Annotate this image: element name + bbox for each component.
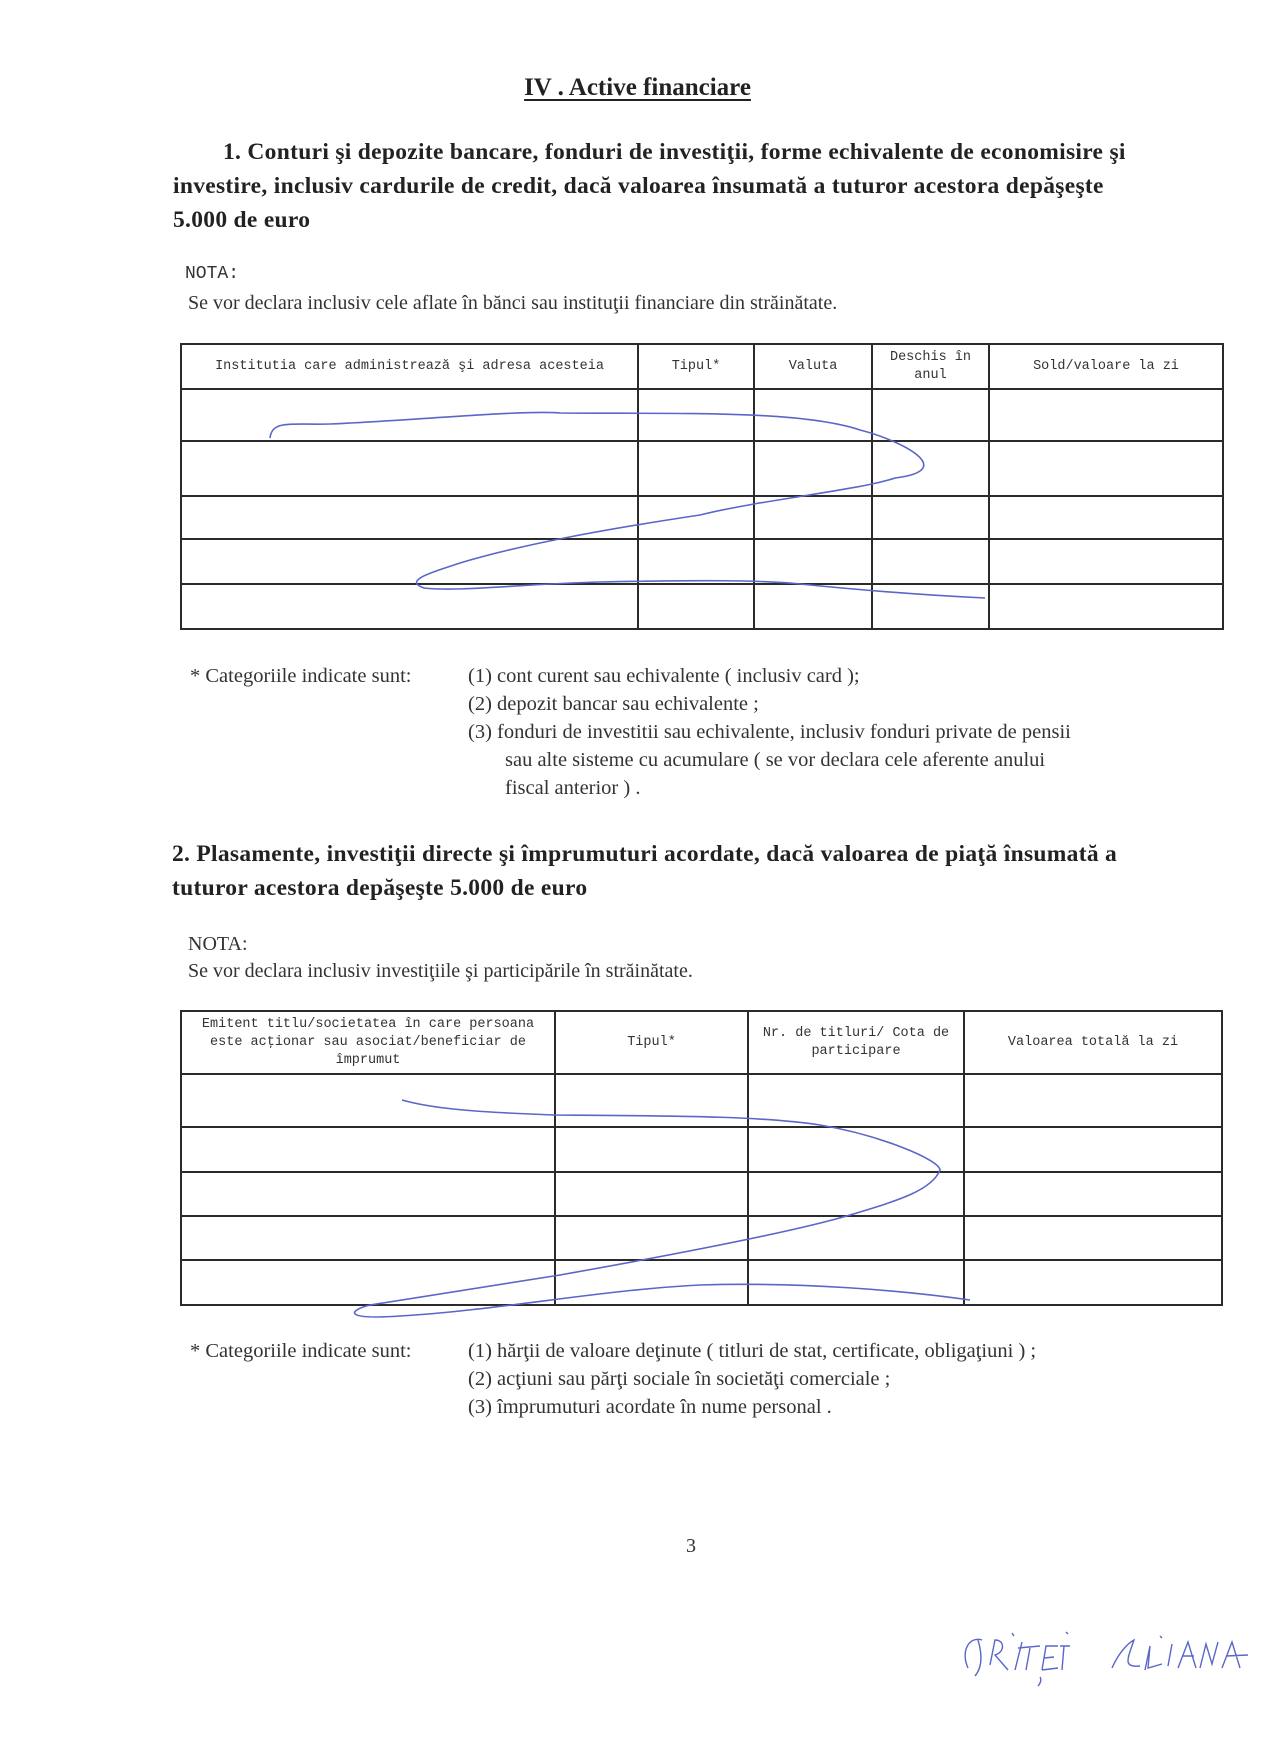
signature xyxy=(965,1632,1248,1686)
section1-heading-text: 1. Conturi şi depozite bancare, fonduri de investiţii, forme echivalente de economisire şi investire, inclusiv cardurile de credit, dacă valoarea însumată a tuturor acestora depăşeşte 5.000 de euro xyxy=(173,139,1126,233)
table-cell[interactable] xyxy=(754,539,872,584)
table-row xyxy=(181,441,1223,496)
table-cell[interactable] xyxy=(748,1127,964,1172)
table-cell[interactable] xyxy=(989,441,1223,496)
table-cell[interactable] xyxy=(989,389,1223,441)
table-row xyxy=(181,1074,1222,1127)
header-total-value: Valoarea totală la zi xyxy=(964,1011,1222,1074)
accounts-table xyxy=(180,343,1224,630)
table-cell[interactable] xyxy=(748,1260,964,1305)
table-cell[interactable] xyxy=(638,389,754,441)
table-cell[interactable] xyxy=(181,1172,555,1216)
table-cell[interactable] xyxy=(181,441,638,496)
table-cell[interactable] xyxy=(181,1127,555,1172)
table-row xyxy=(181,1216,1222,1260)
table-cell[interactable] xyxy=(638,496,754,539)
section2-nota-text: Se vor declara inclusiv investiţiile şi participările în străinătate. xyxy=(188,960,693,982)
category-item-continued: fiscal anterior ) . xyxy=(505,777,641,799)
section1-categories-label: * Categoriile indicate sunt: xyxy=(190,665,412,687)
category-item: (3) împrumuturi acordate în nume personal . xyxy=(468,1396,832,1418)
table-cell[interactable] xyxy=(754,389,872,441)
section2-nota-label: NOTA: xyxy=(188,933,248,955)
table-cell[interactable] xyxy=(964,1172,1222,1216)
table-row xyxy=(181,539,1223,584)
table-cell[interactable] xyxy=(181,584,638,629)
table-cell[interactable] xyxy=(181,539,638,584)
table-cell[interactable] xyxy=(555,1127,748,1172)
table-row xyxy=(181,584,1223,629)
table-cell[interactable] xyxy=(748,1216,964,1260)
table-cell[interactable] xyxy=(748,1172,964,1216)
section-title-text: IV . Active financiare xyxy=(524,74,751,101)
table-cell[interactable] xyxy=(181,389,638,441)
table-cell[interactable] xyxy=(555,1074,748,1127)
category-item-continued: sau alte sisteme cu acumulare ( se vor declara cele aferente anului xyxy=(505,749,1046,771)
investments-table-header xyxy=(181,1011,1222,1074)
table-cell[interactable] xyxy=(638,584,754,629)
header-issuer: Emitent titlu/societatea în care persoana este acţionar sau asociat/beneficiar de împrumut xyxy=(181,1011,555,1074)
category-item: (2) depozit bancar sau echivalente ; xyxy=(468,693,759,715)
table-cell[interactable] xyxy=(748,1074,964,1127)
table-cell[interactable] xyxy=(989,584,1223,629)
table-cell[interactable] xyxy=(638,539,754,584)
category-item: (1) hărţii de valoare deţinute ( titluri de stat, certificate, obligaţiuni ) ; xyxy=(468,1340,1037,1362)
table-cell[interactable] xyxy=(181,1260,555,1305)
header-currency: Valuta xyxy=(754,344,872,389)
section2-categories xyxy=(190,1337,1037,1421)
table-row xyxy=(181,496,1223,539)
table-cell[interactable] xyxy=(181,496,638,539)
section1-heading xyxy=(173,135,1163,237)
table-cell[interactable] xyxy=(964,1074,1222,1127)
table-row xyxy=(181,1127,1222,1172)
table-cell[interactable] xyxy=(872,441,989,496)
category-item: (2) acţiuni sau părţi sociale în societăţi comerciale ; xyxy=(468,1368,891,1390)
accounts-table-header xyxy=(181,344,1223,389)
table-cell[interactable] xyxy=(555,1216,748,1260)
table-cell[interactable] xyxy=(181,1216,555,1260)
table-cell[interactable] xyxy=(555,1172,748,1216)
table-row xyxy=(181,1260,1222,1305)
table-cell[interactable] xyxy=(754,584,872,629)
table-cell[interactable] xyxy=(872,539,989,584)
table-cell[interactable] xyxy=(181,1074,555,1127)
table-cell[interactable] xyxy=(754,496,872,539)
table-cell[interactable] xyxy=(989,539,1223,584)
section1-nota-label: NOTA: xyxy=(185,264,240,284)
category-item: (1) cont curent sau echivalente ( inclusiv card ); xyxy=(468,665,860,687)
table-cell[interactable] xyxy=(872,584,989,629)
table-cell[interactable] xyxy=(872,496,989,539)
header-shares-count: Nr. de titluri/ Cota de participare xyxy=(748,1011,964,1074)
investments-table xyxy=(180,1010,1223,1306)
table-cell[interactable] xyxy=(638,441,754,496)
table-cell[interactable] xyxy=(964,1260,1222,1305)
section2-heading: 2. Plasamente, investiţii directe şi împrumuturi acordate, dacă valoarea de piaţă însumată a tuturor acestora depăşeşte 5.000 de euro xyxy=(172,841,1118,901)
table-cell[interactable] xyxy=(989,496,1223,539)
category-item: (3) fonduri de investitii sau echivalente, inclusiv fonduri private de pensii xyxy=(468,721,1071,743)
page-number: 3 xyxy=(686,1535,696,1557)
header-type: Tipul* xyxy=(555,1011,748,1074)
section-title xyxy=(0,74,1275,102)
table-cell[interactable] xyxy=(555,1260,748,1305)
header-institution: Institutia care administrează şi adresa acesteia xyxy=(181,344,638,389)
table-cell[interactable] xyxy=(754,441,872,496)
section1-categories xyxy=(190,662,1071,802)
header-balance: Sold/valoare la zi xyxy=(989,344,1223,389)
table-row xyxy=(181,389,1223,441)
table-cell[interactable] xyxy=(872,389,989,441)
header-opened-year: Deschis în anul xyxy=(872,344,989,389)
table-row xyxy=(181,1172,1222,1216)
section2-categories-label: * Categoriile indicate sunt: xyxy=(190,1340,412,1362)
header-type: Tipul* xyxy=(638,344,754,389)
table-cell[interactable] xyxy=(964,1216,1222,1260)
table-cell[interactable] xyxy=(964,1127,1222,1172)
section1-nota-text: Se vor declara inclusiv cele aflate în bănci sau instituţii financiare din străinătate. xyxy=(188,292,838,314)
